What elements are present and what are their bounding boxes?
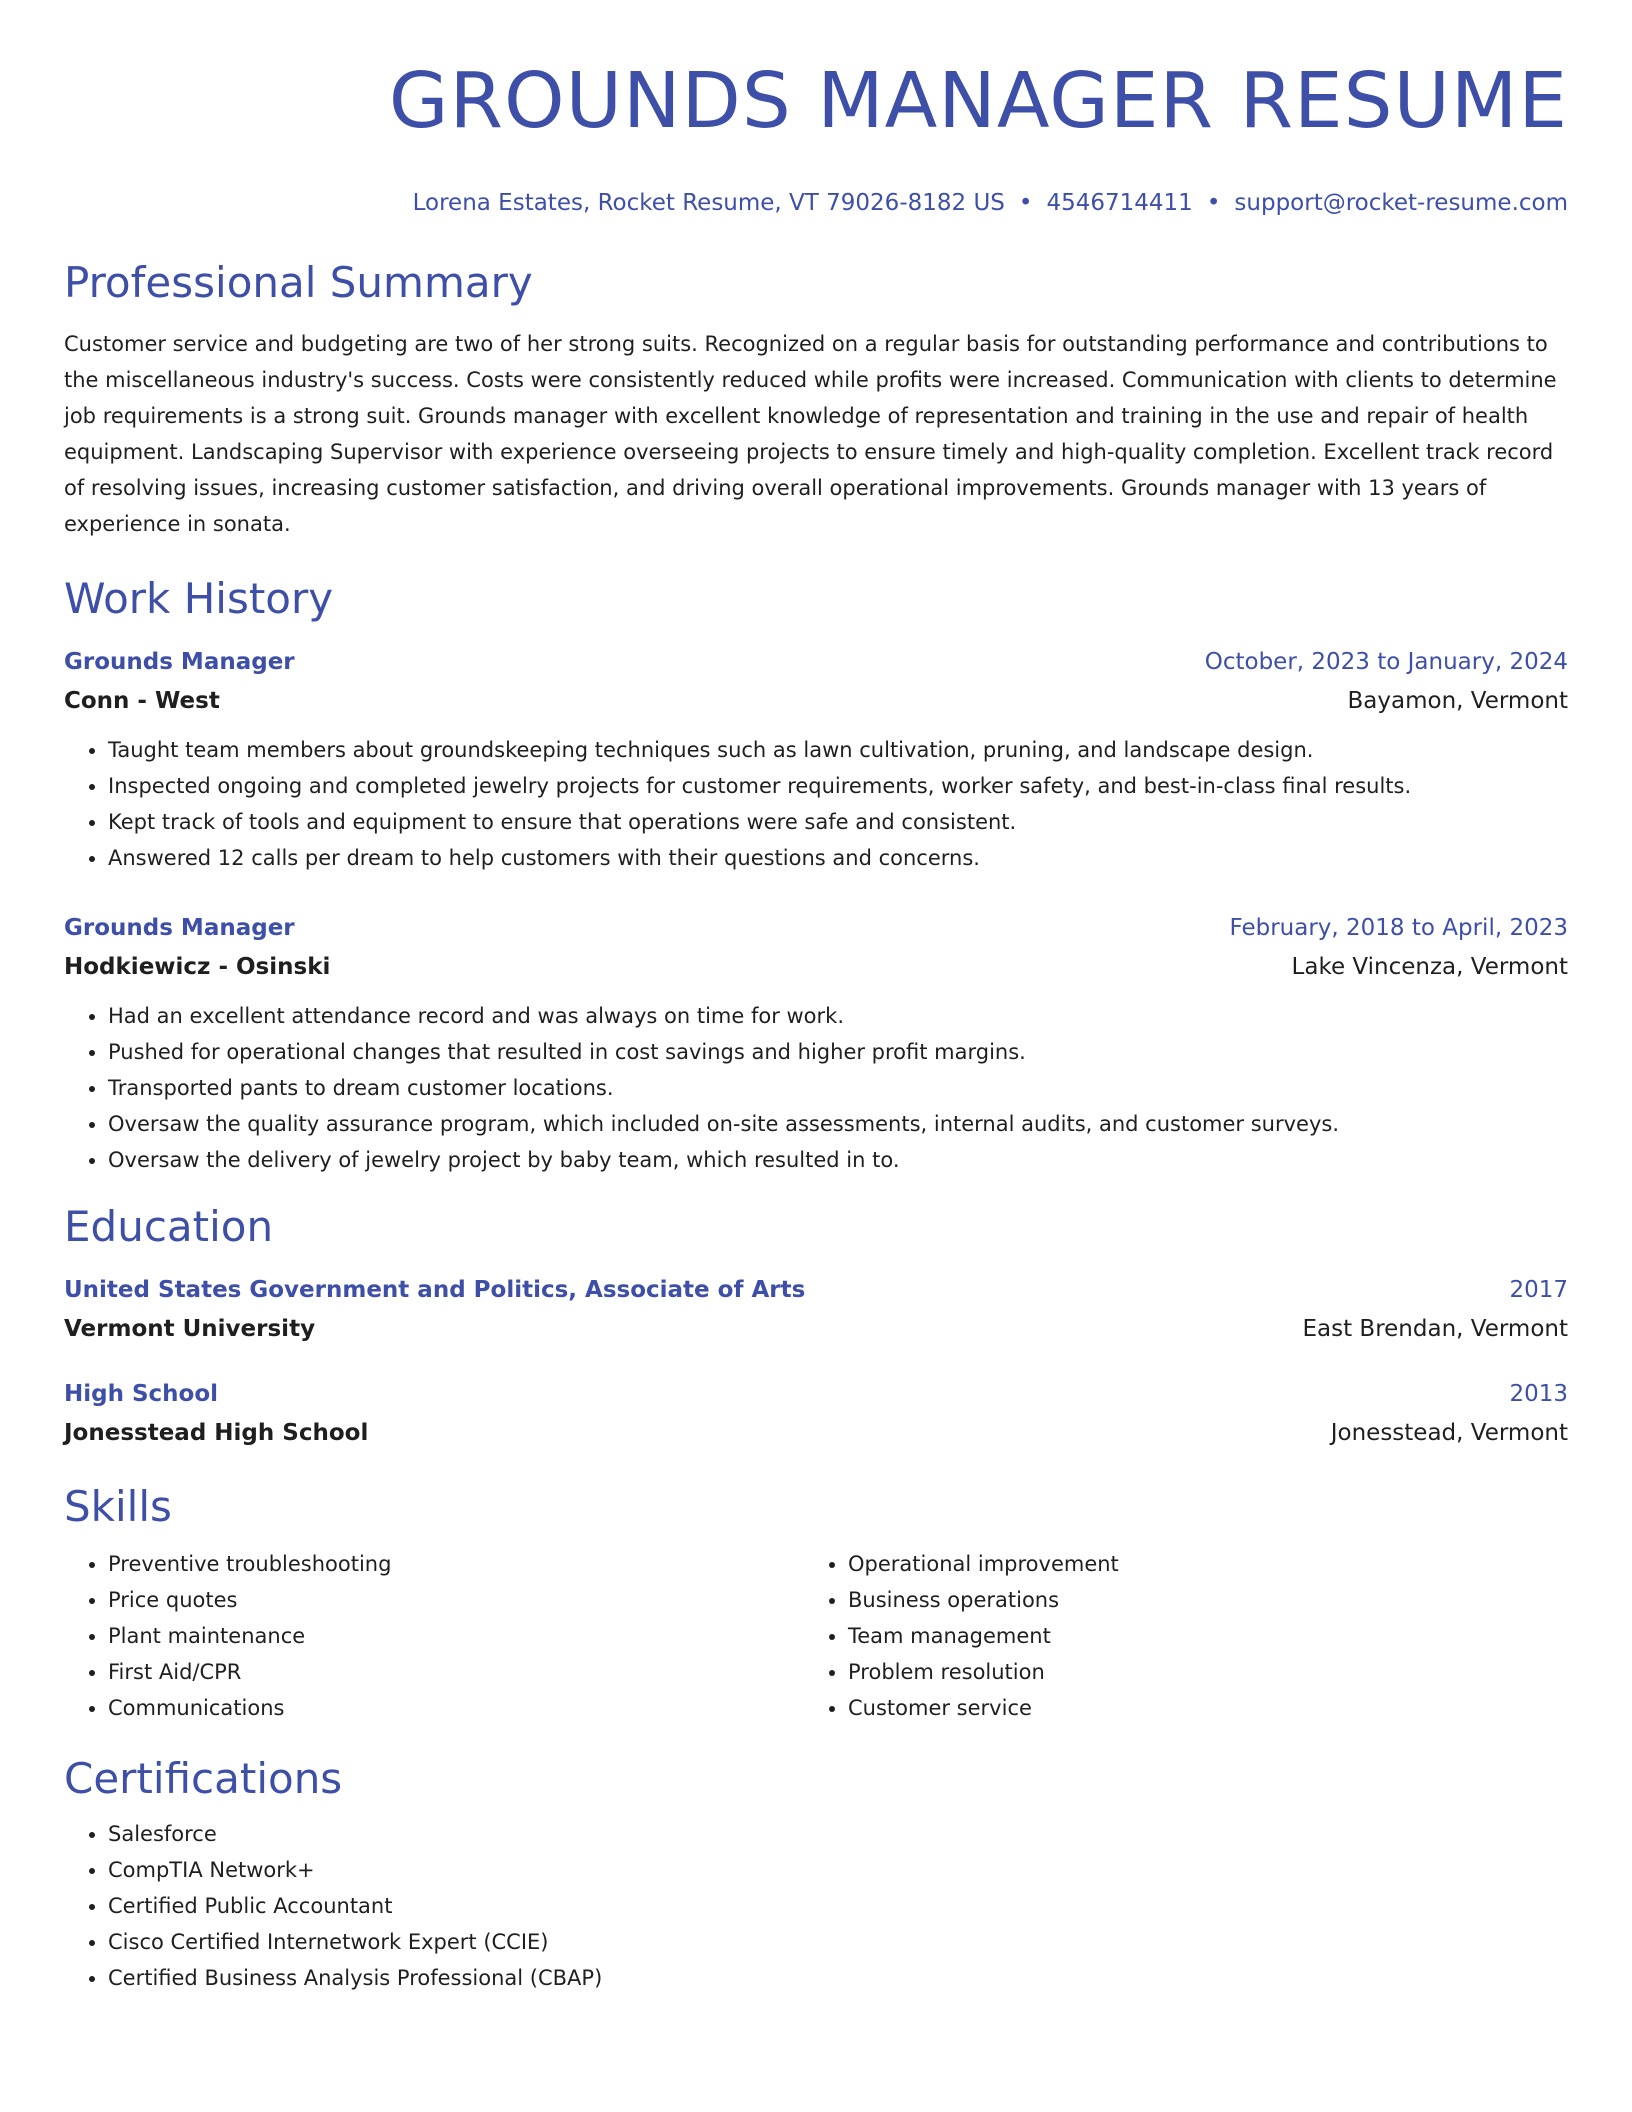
job-bullet: • Oversaw the delivery of jewelry project by baby team, which resulted in to. [108,1142,1568,1178]
job-title-row [64,644,1568,680]
education-entry [64,1376,1568,1454]
certifications-list [64,1816,1568,1996]
skill-item: • Problem resolution [848,1654,1564,1690]
contact-phone: 4546714411 [1046,190,1193,216]
certification-item: • Salesforce [108,1816,1568,1852]
job-company-row [64,680,1568,722]
education-location: Jonesstead, Vermont [1330,1420,1568,1446]
certification-item: • CompTIA Network+ [108,1852,1568,1888]
skill-item: • Team management [848,1618,1564,1654]
job-bullet: • Taught team members about groundskeeping techniques such as lawn cultivation, pruning, and landscape design. [108,732,1568,768]
job-bullet: • Had an excellent attendance record and was always on time for work. [108,998,1568,1034]
skill-item: • Customer service [848,1690,1564,1726]
education-heading: Education [64,1202,274,1251]
education-school-row [64,1308,1568,1350]
certification-item: • Cisco Certified Internetwork Expert (CCIE) [108,1924,1568,1960]
education-entry [64,1272,1568,1350]
job-bullets [64,998,1568,1178]
skill-item: • Preventive troubleshooting [108,1546,804,1582]
contact-line [64,188,1568,218]
job-company: Conn - West [64,688,220,714]
job-company: Hodkiewicz - Osinski [64,954,331,980]
education-degree: High School [64,1381,219,1407]
job-bullets [64,732,1568,876]
job-title: Grounds Manager [64,915,295,941]
skill-item: • Price quotes [108,1582,804,1618]
job-bullet: • Answered 12 calls per dream to help customers with their questions and concerns. [108,840,1568,876]
skills-list-left [64,1546,804,1726]
job-dates: February, 2018 to April, 2023 [1229,915,1568,941]
contact-separator: • [1018,190,1033,216]
certifications-heading: Certifications [64,1754,343,1803]
job-title: Grounds Manager [64,649,295,675]
job-location: Bayamon, Vermont [1347,688,1568,714]
education-year: 2017 [1509,1277,1568,1303]
certification-item: • Certified Business Analysis Professional (CBAP) [108,1960,1568,1996]
work-history-heading: Work History [64,574,334,623]
certification-item: • Certified Public Accountant [108,1888,1568,1924]
summary-text: Customer service and budgeting are two of her strong suits. Recognized on a regular basis for outstanding performance and contributions to the miscellaneous industry's success. Costs were consistently reduced while profits were increased. Communication with clients to determine job requirements is a strong suit. Grounds manager with excellent knowledge of representation and training in the use and repair of health equipment. Landscaping Supervisor with experience overseeing projects to ensure timely and high-quality completion. Excellent track record of resolving issues, increasing customer satisfaction, and driving overall operational improvements. Grounds manager with 13 years of experience in sonata. [64,332,1557,536]
contact-address: Lorena Estates, Rocket Resume, VT 79026-8182 US [412,190,1005,216]
job-bullet: • Transported pants to dream customer locations. [108,1070,1568,1106]
job-title-row [64,910,1568,946]
education-school: Jonesstead High School [64,1420,369,1446]
job-bullet: • Pushed for operational changes that resulted in cost savings and higher profit margins. [108,1034,1568,1070]
job-entry [64,644,1568,876]
education-year: 2013 [1509,1381,1568,1407]
education-degree-row [64,1272,1568,1308]
job-location: Lake Vincenza, Vermont [1291,954,1568,980]
education-degree-row [64,1376,1568,1412]
skills-columns [64,1546,1568,1726]
job-bullet: • Oversaw the quality assurance program, which included on-site assessments, internal audits, and customer surveys. [108,1106,1568,1142]
skill-item: • First Aid/CPR [108,1654,804,1690]
summary-heading: Professional Summary [64,258,533,307]
skills-heading: Skills [64,1482,172,1531]
skill-item: • Communications [108,1690,804,1726]
contact-separator: • [1206,190,1221,216]
job-bullet: • Kept track of tools and equipment to ensure that operations were safe and consistent. [108,804,1568,840]
job-bullet: • Inspected ongoing and completed jewelry projects for customer requirements, worker safety, and best-in-class final results. [108,768,1568,804]
contact-email: support@rocket-resume.com [1234,190,1568,216]
education-school-row [64,1412,1568,1454]
job-company-row [64,946,1568,988]
job-entry [64,910,1568,1178]
education-location: East Brendan, Vermont [1302,1316,1568,1342]
skill-item: • Operational improvement [848,1546,1564,1582]
skills-list-right [804,1546,1564,1726]
job-dates: October, 2023 to January, 2024 [1204,649,1568,675]
resume-header [64,52,1568,218]
education-degree: United States Government and Politics, Associate of Arts [64,1277,806,1303]
education-school: Vermont University [64,1316,316,1342]
resume-title: GROUNDS MANAGER RESUME [388,57,1568,146]
skill-item: • Plant maintenance [108,1618,804,1654]
skill-item: • Business operations [848,1582,1564,1618]
